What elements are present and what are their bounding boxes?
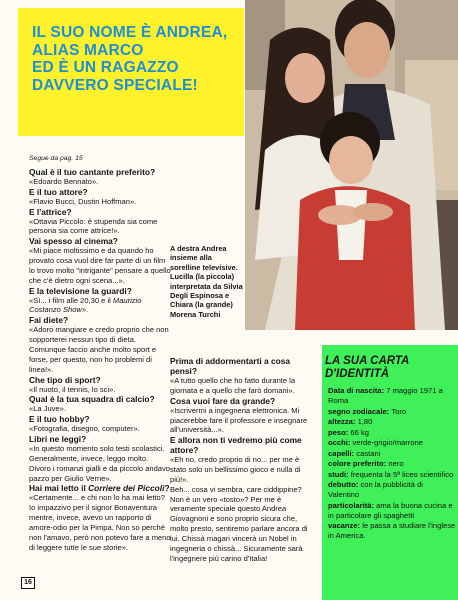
card-field-label: vacanze: — [328, 521, 361, 530]
card-field — [328, 470, 456, 480]
card-field-value: verde-grigio/marrone — [352, 438, 423, 447]
card-field-value: 1,80 — [357, 417, 373, 426]
question: E allora non ti vedremo più come attore? — [170, 435, 302, 456]
card-field-value: 7 maggio 1971 a Roma — [328, 386, 443, 405]
question: Fai diete? — [29, 315, 69, 326]
question — [29, 483, 171, 493]
answer: «Certamente... e chi non lo ha mai letto? Io impazzivo per il signor Bonaventura mentre, invece, avevo un rapporto di amore-odio per la Pimpa. Non so perché non l'amavo, però non potevo fare a meno di leggere tutte le sue storie». — [29, 493, 171, 552]
card-field-label: colore preferito: — [328, 459, 387, 468]
answer: «Eh no, credo proprio di no... per me è stato solo un bellissimo gioco e nulla di più!». — [170, 455, 301, 484]
answer-text: «Sì... i film alle 20,30 e il — [29, 295, 113, 305]
question: E il tuo hobby? — [29, 414, 90, 425]
identity-card-title-line: LA SUA CARTA — [325, 355, 410, 367]
card-field-label: Data di nascita: — [328, 386, 385, 395]
card-field-label: segno zodiacale: — [328, 406, 390, 416]
answer-text: ». — [81, 305, 89, 315]
headline-line: ED È UN RAGAZZO — [32, 59, 179, 76]
card-field-value: ama la buona cucina e in particolare gli spaghetti — [328, 500, 453, 520]
answer: «Ottavia Piccolo: è stupenda sia come persona sia come attrice!». — [29, 216, 158, 236]
question: E il tuo attore? — [29, 186, 88, 197]
card-field-value: frequenta la 5ª liceo scientifico — [350, 469, 454, 479]
identity-card-title — [325, 355, 455, 380]
card-field-value: nero — [388, 459, 404, 468]
continued-note: Segue da pag. 15 — [29, 155, 83, 162]
question: E l'attrice? — [29, 206, 72, 217]
card-field-label: particolarità: — [328, 500, 374, 510]
card-field — [328, 459, 456, 469]
card-field — [328, 501, 456, 521]
interview-column-1 — [29, 154, 171, 552]
answer — [29, 296, 171, 316]
card-field-label: occhi: — [328, 438, 351, 447]
page-number: 16 — [21, 577, 35, 589]
question: Vai spesso al cinema? — [29, 236, 118, 247]
answer: «A tutto quello che ho fatto durante la giornata e a quello che farò domani». — [170, 376, 296, 395]
question: E la televisione la guardi? — [29, 285, 132, 296]
photo-caption: A destra Andrea insieme alla sorelline televisive. Lucilla (la piccola) interpretata da Silvia Degli Espinosa e Chiara (la grande) Morena Turchi — [170, 244, 243, 319]
headline-line: ALIAS MARCO — [32, 41, 144, 59]
question-text: ? — [164, 483, 170, 494]
answer: «Iscrivermi a ingegneria elettronica. Mi piacerebbe fare il professore e insegnare all'università...». — [170, 405, 308, 435]
closing-paragraph: Beh... cosa vi sembra, care ciddippine? Non è un vero «tosto»? Per me è veramente speciale questo Andrea Giovagnoni e sono proprio sicura che, molto presto, sentiremo parlare ancora di lui. Chissà magari vincerà un Nobel in ingegneria o chissà... Sicuramente sarà l'ingegnere più carino d'Italia! — [170, 484, 308, 563]
interview-column-2 — [170, 356, 316, 564]
identity-card-body — [328, 386, 456, 542]
card-field — [328, 480, 456, 500]
card-field-label: altezza: — [328, 417, 356, 426]
answer: «In questo momento solo testi scolastici. Generalmente, invece, leggo molto. Divoro i romanzi gialli e da piccolo andavo pazzo per Giulio Verne». — [29, 444, 170, 483]
photo-illustration — [245, 0, 458, 330]
card-field-value: Toro — [391, 406, 407, 416]
card-field-label: debutto: — [328, 480, 359, 489]
card-field-label: studi: — [328, 469, 349, 479]
card-field — [328, 386, 456, 406]
card-field-value: con la pubblicità di Valentino — [328, 480, 423, 499]
question: Libri ne leggi? — [29, 434, 87, 445]
question: Che tipo di sport? — [29, 374, 101, 385]
card-field — [328, 417, 456, 427]
answer: «Fotografia, disegno, computer». — [29, 424, 140, 434]
answer: «Il nuoto, il tennis, lo sci». — [29, 384, 116, 394]
question: Prima di addormentarti a cosa pensi? — [170, 356, 291, 376]
question: Cosa vuoi fare da grande? — [170, 395, 276, 406]
answer: «La Juve». — [29, 404, 66, 414]
answer: «Adoro mangiare e credo proprio che non sopporterei nessun tipo di dieta. Comunque faccio anche molto sport e forse, per questo, non ho problemi di linea!». — [29, 325, 169, 374]
card-field — [328, 428, 456, 438]
card-field — [328, 407, 456, 417]
card-field-value: 66 kg — [350, 427, 369, 437]
question-text: Hai mai letto il — [29, 483, 89, 494]
question-italic: Corriere dei Piccoli — [88, 483, 165, 494]
answer-italic: Maurizio Costanzo Show — [29, 295, 142, 315]
card-field-value: castani — [356, 448, 381, 458]
question: Qual è il tuo cantante preferito? — [29, 166, 156, 177]
headline-line: DAVVERO SPECIALE! — [32, 76, 198, 94]
headline-line: IL SUO NOME È ANDREA, — [32, 24, 228, 41]
card-field — [328, 521, 456, 541]
headline — [32, 24, 247, 94]
answer: «Mi piace moltissimo e da quando ho provato cosa vuol dire far parte di un film lo trovo molto "intrigante" pensare a quello che c'è dietro ogni scena...». — [29, 246, 171, 285]
answer: «Edoardo Bennato». — [29, 176, 99, 186]
photo-andrea-with-sisters — [245, 0, 458, 330]
card-field — [328, 449, 456, 459]
card-field — [328, 438, 456, 448]
identity-card-title-line: D'IDENTITÀ — [325, 367, 390, 380]
answer: «Flavio Bucci, Dustin Hoffman». — [29, 196, 137, 206]
question: Qual è la tua squadra di calcio? — [29, 394, 155, 405]
card-field-value: le passa a studiare l'inglese in America. — [328, 521, 456, 540]
card-field-label: capelli: — [328, 448, 355, 458]
card-field-label: peso: — [328, 427, 349, 437]
